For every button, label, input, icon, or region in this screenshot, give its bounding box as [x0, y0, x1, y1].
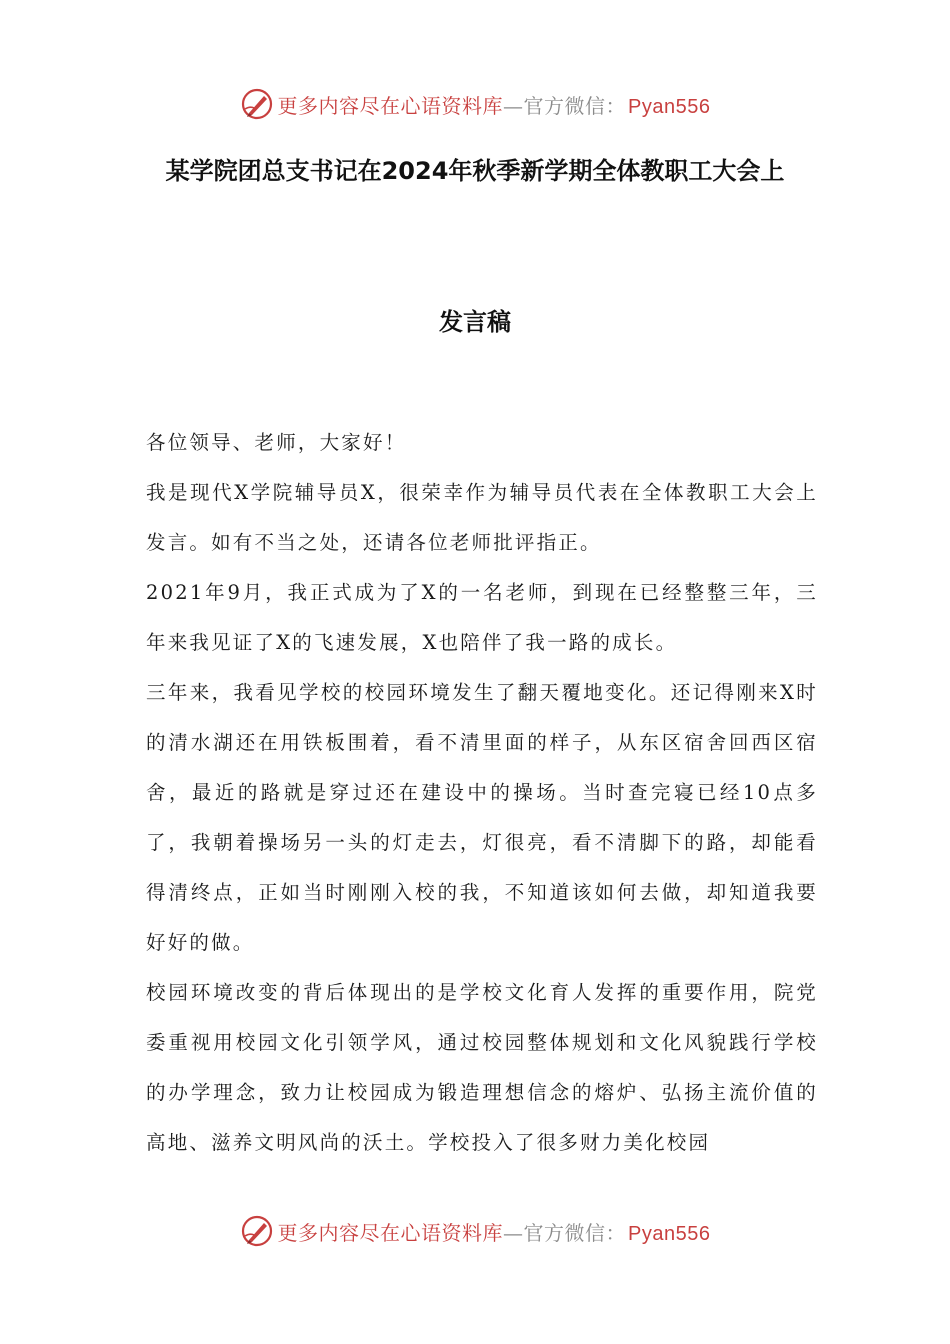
watermark-site-text: 更多内容尽在心语资料库 — [277, 93, 504, 118]
paragraph: 校园环境改变的背后体现出的是学校文化育人发挥的重要作用，院党委重视用校园文化引领学风，通过校园整体规划和文化风貌践行学校的办学理念，致力让校园成为锻造理想信念的熔炉、弘扬主流价值的高地、滋养文明风尚的沃土。学校投入了很多财力美化校园 — [146, 981, 818, 1154]
pen-logo-icon — [240, 87, 274, 121]
watermark-site-text: 更多内容尽在心语资料库 — [277, 1220, 504, 1245]
paragraph-greeting: 各位领导、老师，大家好！ — [146, 431, 407, 454]
paragraph: 三年来，我看见学校的校园环境发生了翻天覆地变化。还记得刚来X时的清水湖还在用铁板围着，看不清里面的样子，从东区宿舍回西区宿舍，最近的路就是穿过还在建设中的操场。当时查完寝已经10点多了，我朝着操场另一头的灯走去，灯很亮，看不清脚下的路，却能看得清终点，正如当时刚刚入校的我，不知道该如何去做，却知道我要好好的做。 — [146, 681, 818, 954]
paragraph: 2021年9月，我正式成为了X的一名老师，到现在已经整整三年，三年来我见证了X的飞速发展，X也陪伴了我一路的成长。 — [146, 581, 818, 654]
paragraph: 我是现代X学院辅导员X，很荣幸作为辅导员代表在全体教职工大会上发言。如有不当之处，还请各位老师批评指正。 — [146, 481, 818, 554]
watermark-wechat-label: 官方微信： — [523, 1220, 627, 1245]
watermark-wechat-label: 官方微信： — [523, 93, 627, 118]
footer-watermark — [0, 1211, 950, 1251]
watermark-dash: — — [503, 1220, 524, 1245]
document-body — [146, 418, 818, 1168]
document-title-line-1: 某学院团总支书记在2024年秋季新学期全体教职工大会上 — [165, 157, 785, 185]
pen-logo-icon — [240, 1214, 274, 1248]
watermark-account: Pyan556 — [628, 95, 711, 118]
watermark-text — [278, 1217, 711, 1246]
watermark-text — [278, 90, 711, 119]
document-title-line-2: 发言稿 — [439, 308, 511, 336]
watermark-dash: — — [503, 93, 524, 118]
watermark-account: Pyan556 — [628, 1222, 711, 1245]
header-watermark — [0, 84, 950, 124]
